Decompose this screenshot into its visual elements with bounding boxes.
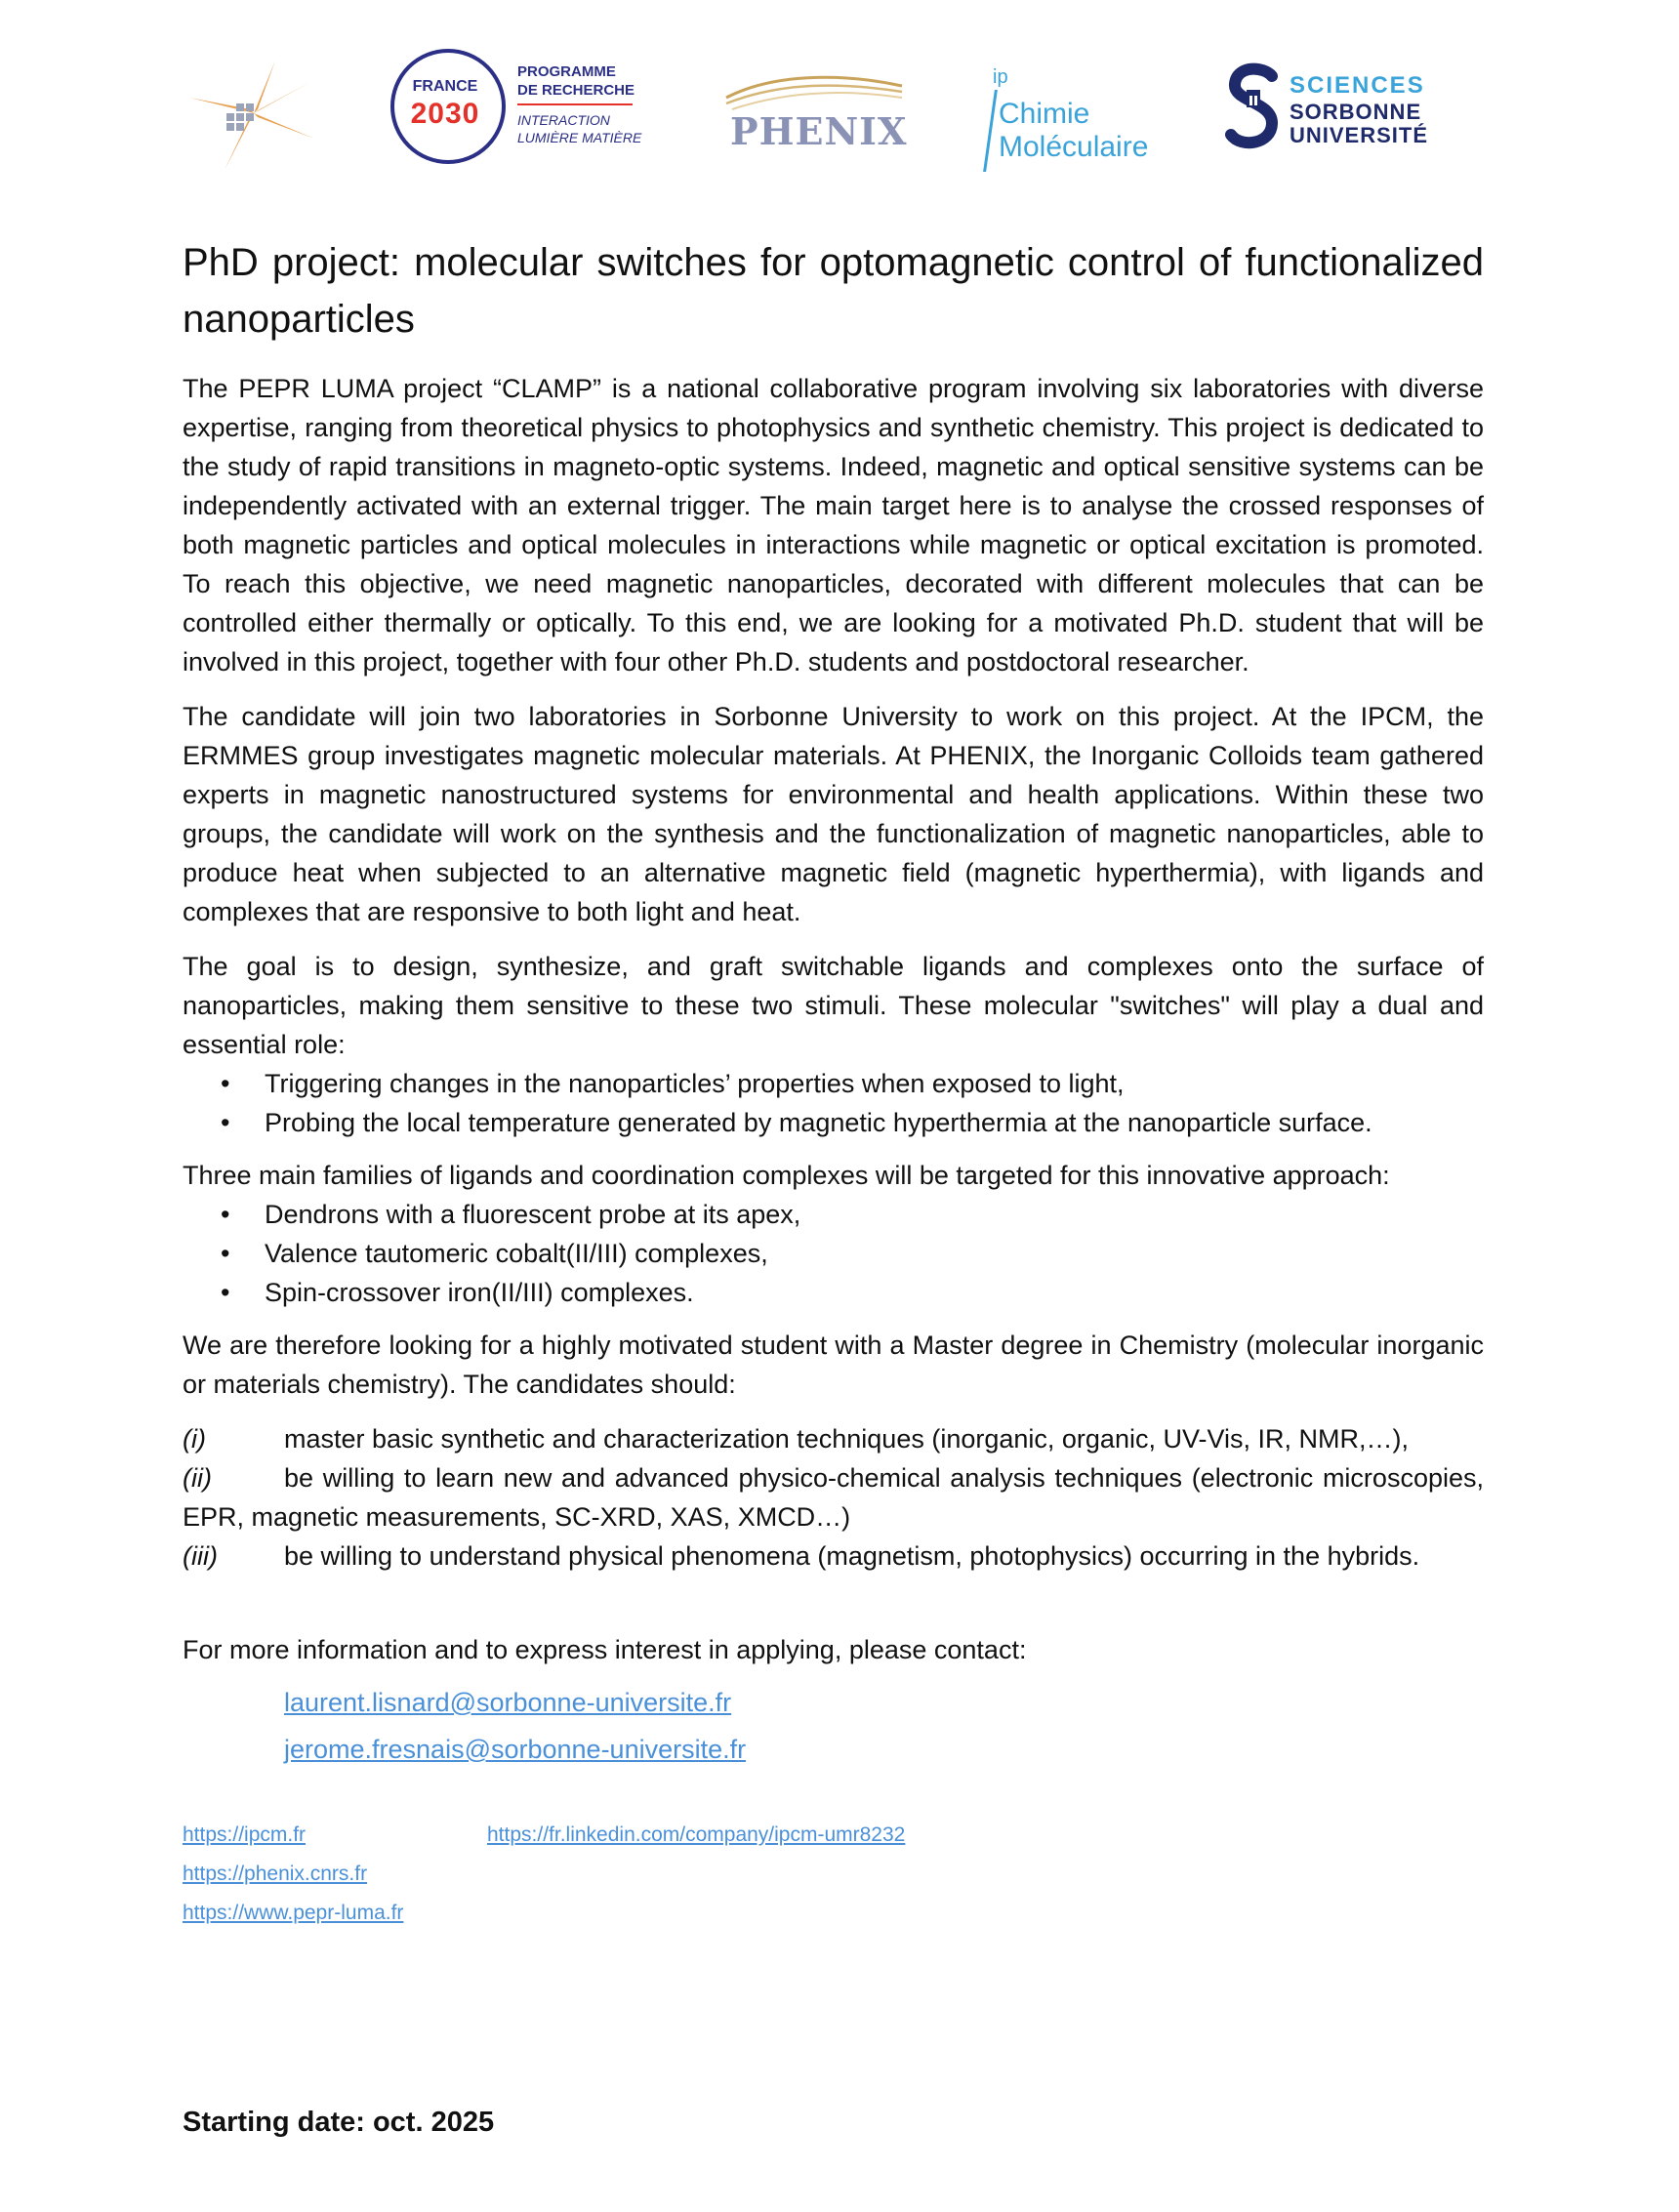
- phenix-wave-icon: [722, 68, 908, 113]
- program-line-1: PROGRAMME: [517, 63, 616, 80]
- contact-intro: For more information and to express interest in applying, please contact:: [183, 1635, 1027, 1664]
- phenix-wordmark: PHENIX: [730, 109, 908, 153]
- website-links: [183, 1816, 1484, 1943]
- link-phenix[interactable]: https://phenix.cnrs.fr: [183, 1863, 368, 1885]
- requirement-item: [183, 1536, 1484, 1576]
- sorbonne-s-icon: [1225, 62, 1282, 152]
- page-title: PhD project: molecular switches for optomagnetic control of functionalized nanoparticles: [183, 241, 1484, 341]
- list-item: • Probing the local temperature generated by magnetic hyperthermia at the nanoparticle surface.: [224, 1103, 1484, 1142]
- requirement-text: master basic synthetic and characterization techniques (inorganic, organic, UV-Vis, IR, NMR,…),: [284, 1424, 1409, 1454]
- family-list: [183, 1195, 1484, 1312]
- paragraph-goal: The goal is to design, synthesize, and graft switchable ligands and complexes onto the surface of nanoparticles, making them sensitive to these two stimuli. These molecular "switches" will play a dual and essential role:: [183, 952, 1484, 1059]
- requirement-item: [183, 1458, 1484, 1536]
- chimie-line-2: Moléculaire: [999, 131, 1149, 163]
- france-year: 2030: [410, 98, 480, 130]
- chimie-prefix: ip: [993, 66, 1008, 88]
- document-body: [183, 234, 1484, 1943]
- france-2030-logo: [390, 49, 644, 171]
- chimie-moleculaire-logo: [981, 62, 1176, 170]
- link-ipcm[interactable]: https://ipcm.fr: [183, 1823, 307, 1846]
- chimie-bar: [983, 90, 998, 172]
- subtitle-line-1: INTERACTION: [517, 112, 610, 128]
- star-logo-icon: [185, 55, 322, 172]
- list-item: • Triggering changes in the nanoparticles’ properties when exposed to light,: [224, 1064, 1484, 1103]
- program-label: [517, 62, 635, 100]
- sorbonne-line-1: SCIENCES: [1290, 72, 1425, 99]
- sorbonne-universite-logo: [1225, 62, 1459, 160]
- paragraph-laboratories: The candidate will join two laboratories in Sorbonne University to work on this project. At the IPCM, the ERMMES group investigates magnetic molecular materials. At PHENIX, the Inorganic Colloids team gathered experts in magnetic nanostructured systems for environmental and health applications. Within these two groups, the candidate will work on the synthesis and the functionalization of magnetic nanoparticles, able to produce heat when subjected to an alternative magnetic field (magnetic hyperthermia), with ligands and complexes that are responsive to both light and heat.: [183, 702, 1484, 926]
- requirements-list: [183, 1419, 1484, 1576]
- program-subtitle: [517, 111, 641, 146]
- requirement-item: [183, 1419, 1484, 1458]
- subtitle-line-2: LUMIÈRE MATIÈRE: [517, 130, 642, 145]
- paragraph-families: Three main families of ligands and coordination complexes will be targeted for this innovative approach:: [183, 1161, 1390, 1190]
- france-word: FRANCE: [412, 78, 478, 95]
- link-pepr-luma[interactable]: https://www.pepr-luma.fr: [183, 1902, 404, 1924]
- email-link-lisnard[interactable]: laurent.lisnard@sorbonne-universite.fr: [284, 1688, 732, 1717]
- starting-date: Starting date: oct. 2025: [183, 2107, 495, 2138]
- link-linkedin[interactable]: https://fr.linkedin.com/company/ipcm-umr8232: [487, 1823, 906, 1846]
- program-line-2: DE RECHERCHE: [517, 82, 635, 99]
- sorbonne-line-3: UNIVERSITÉ: [1290, 123, 1429, 147]
- paragraph-project: The PEPR LUMA project “CLAMP” is a national collaborative program involving six laboratories with diverse expertise, ranging from theoretical physics to photophysics and synthetic chemistry. This project is dedicated to the study of rapid transitions in magneto-optic systems. Indeed, magnetic and optical sensitive systems can be independently activated with an external trigger. The main target here is to analyse the crossed responses of both magnetic particles and optical molecules in interactions while magnetic or optical excitation is promoted. To reach this objective, we need magnetic nanoparticles, decorated with different molecules that can be controlled either thermally or optically. To this end, we are looking for a motivated Ph.D. student that will be involved in this project, together with four other Ph.D. students and postdoctoral researcher.: [183, 374, 1484, 676]
- email-link-fresnais[interactable]: jerome.fresnais@sorbonne-universite.fr: [284, 1735, 747, 1764]
- chimie-line-1: Chimie: [999, 98, 1090, 130]
- program-divider: [517, 103, 633, 105]
- paragraph-candidate: We are therefore looking for a highly motivated student with a Master degree in Chemistry (molecular inorganic or materials chemistry). The candidates should:: [183, 1331, 1484, 1399]
- role-list: [183, 1064, 1484, 1142]
- list-item: • Valence tautomeric cobalt(II/III) complexes,: [224, 1234, 1484, 1273]
- list-item: • Dendrons with a fluorescent probe at its apex,: [224, 1195, 1484, 1234]
- requirement-number: (ii): [183, 1463, 212, 1493]
- logo-bar: [185, 49, 1474, 176]
- ipcm-star-logo: [185, 55, 322, 172]
- requirement-number: (iii): [183, 1541, 218, 1571]
- requirement-text: be willing to understand physical phenomena (magnetism, photophysics) occurring in the hybrids.: [284, 1541, 1420, 1571]
- requirement-number: (i): [183, 1424, 206, 1454]
- sorbonne-line-2: SORBONNE: [1290, 100, 1422, 124]
- phenix-logo: [722, 68, 908, 156]
- list-item: • Spin-crossover iron(II/III) complexes.: [224, 1273, 1484, 1312]
- requirement-text: be willing to learn new and advanced physico-chemical analysis techniques (electronic microscopies, EPR, magnetic measurements, SC-XRD, XAS, XMCD…): [183, 1463, 1484, 1532]
